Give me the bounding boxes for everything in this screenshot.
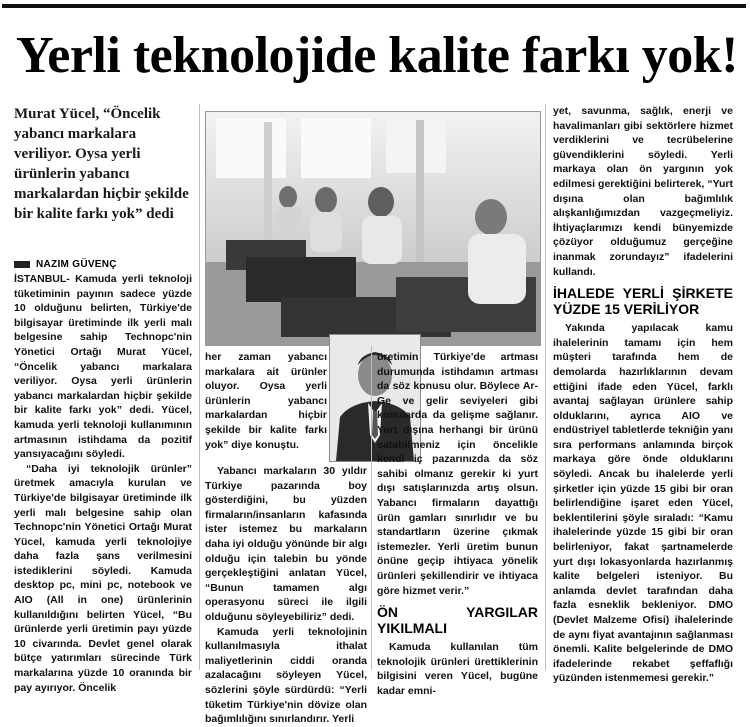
column-2-lower — [205, 464, 367, 727]
subheading-on-yargilar: ÖN YARGILAR YIKILMALI — [377, 604, 538, 637]
col3-paragraph-1: üretimin Türkiye'de artması durumunda istihdamın artması da söz konusu olur. Böylece Ar-Ge ve gelir seviyeleri gibi konularda da gelişme sağlanır. Yurt dışına herhangi bir ürünü satabilmeniz için öncelikle kendi iç pazarınızda da söz sahibi olmanız gerekir ki yurt dışı satışlarınızda artış olsun. Yabancı firmaların dayattığı ürün gamları sınırlıdır ve bu standartların üzerine çıkmak istemezler. Yerli üretim bunun önüne geçip ihtiyaca yönelik ürünleri şekillendirir ve ihtiyaca göre hizmet verir.” — [377, 351, 538, 597]
column-3-body — [377, 350, 538, 698]
column-divider — [545, 104, 546, 670]
byline-marker — [14, 261, 30, 268]
col3-paragraph-2: Kamuda kullanılan tüm teknolojik ürünleri ürettiklerinin bilgisini veren Yücel, bugüne kadar emni- — [377, 641, 538, 697]
subheading-ihalede: İHALEDE YERLİ ŞİRKETE YÜZDE 15 VERİLİYOR — [553, 285, 733, 318]
column-divider — [199, 104, 200, 670]
col2-paragraph-2: Yabancı markaların 30 yıldır Türkiye pazarında boy gösterdiğini, bu yüzden firmaların/insanların kafasında ister istemez bu markaların daha iyi olduğu yönünde bir algı olduğu için talebin bu yönde gerçekleştiğini anlatan Yücel, “Bunun tamamen algı operasyonu süreci ile ilgili olduğunu söyleyebiliriz” dedi. — [205, 465, 367, 623]
col1-paragraph-2: “Daha iyi teknolojik ürünler” üretmek amacıyla kurulan ve Türkiye'de bilgisayar üretiminde ilk yerli malı belgesine sahip olan Technopc'nin Yönetici Ortağı Murat Yücel, kamuda yerli teknolojiye daha fazla şans verilmesini istediklerini söyledi. Kamuda desktop pc, mini pc, notebook ve AIO (All in one) ürünlerinin kullanıldığını belirten Yücel, “Bu ürünlerde yerli üretimin payı yüzde 10 civarında. Devlet genel olarak bütçe yatırımları sürecinde Türk markalarına yüzde 10 oranında bir pay ayırıyor. Öncelik — [14, 462, 192, 694]
column-4 — [553, 104, 733, 686]
dateline: İSTANBUL- — [14, 273, 70, 285]
column-divider — [371, 346, 372, 670]
factory-workers-image — [206, 112, 540, 345]
col1-paragraph-1: İSTANBUL- Kamuda yerli teknoloji tüketiminin payının sadece yüzde 10 olduğunu belirten, Türkiye'de bilgisayar üretiminde ilk yerli malı belgesine sahip Technopc'nin Yönetici Ortağı Murat Yücel, “Öncelik yabancı markalara veriliyor. Oysa yerli ürünlerin yabancı markalardan hiçbir şekilde bir kalite farkı yok” dedi. Yücel, kamuda yerli teknoloji kullanımının artmasının istihdama da pozitif yansıyacağını söyledi. — [14, 273, 192, 461]
column-2 — [205, 350, 327, 452]
col4-paragraph-2: Yakında yapılacak kamu ihalelerinin tamamı için hem müşteri tarafında hem de demolarda hazırlıklarının devam ettiğini ifade eden Yücel, farklı avantaj sağlayan ürünlere sahip olduklarını, ayrıca AIO ve endüstriyel tabletlerde tekniğin yanı sıra performans anlamında birçok markaya göre önde olduklarını söyledi. Ancak bu ihalelerde yerli şirketler için yüzde 15 gibi bir oran belirlendiğine işaret eden Yücel, beklentilerini şöyle sıraladı: “Kamu ihalelerinde yüzde 15 gibi bir oran belirleniyor, fakat şartnamelerde yurt dışı lokasyonlarda hazırlanmış kalite belgeleri isteniyor. Bu anlamda devlet tarafından daha fazla esneklik bekleniyor. DMO (Devlet Malzeme Ofisi) ihalelerinde de aynı fiyat avantajının sağlanması önemli. Kalite belgelerinde de DMO ifadelerinde rekabet şeffaflığı yüzünden istenmemesi gerekir.” — [553, 322, 733, 685]
spot-quote: Murat Yücel, “Öncelik yabancı markalara veriliyor. Oysa yerli ürünlerin yabancı markalardan hiçbir şekilde bir kalite farkı yok” dedi — [14, 106, 189, 222]
col2-paragraph-3: Kamuda yerli teknolojinin kullanılmasıyla ithalat maliyetlerinin ciddi oranda azalacağını söyleyen Yücel, sözlerini şöyle sürdürdü: “Yerli tüketim Türkiye'nin dövize olan bağımlılığını sınırlandırır. Yerli — [205, 625, 367, 726]
col2-paragraph-1: her zaman yabancı markalara ait ürünler oluyor. Oysa yerli ürünlerin yabancı markalardan hiçbir şekilde bir kalite farkı yok” diye konuştu. — [205, 351, 327, 451]
column-1 — [14, 272, 192, 695]
headline: Yerli teknolojide kalite farkı yok! — [15, 27, 738, 84]
col4-paragraph-1: yet, savunma, sağlık, enerji ve havalimanları gibi sektörlere hizmet verdiklerini ve tecrübelerine güvendiklerini söyledi. Yerli markaya olan ön yargının yok edilmesi gerektiğini belirterek, “Yurt dışına olan bağımlılık alışkanlığımızdan vazgeçmeliyiz. İhtiyaçlarımızı kendi bünyemizde çözüyor olduğumuz gerçeğine inanmak zorundayız” ifadelerini kullandı. — [553, 105, 733, 278]
byline: NAZIM GÜVENÇ — [36, 259, 117, 270]
factory-photo — [205, 111, 541, 346]
top-rule — [2, 4, 746, 8]
